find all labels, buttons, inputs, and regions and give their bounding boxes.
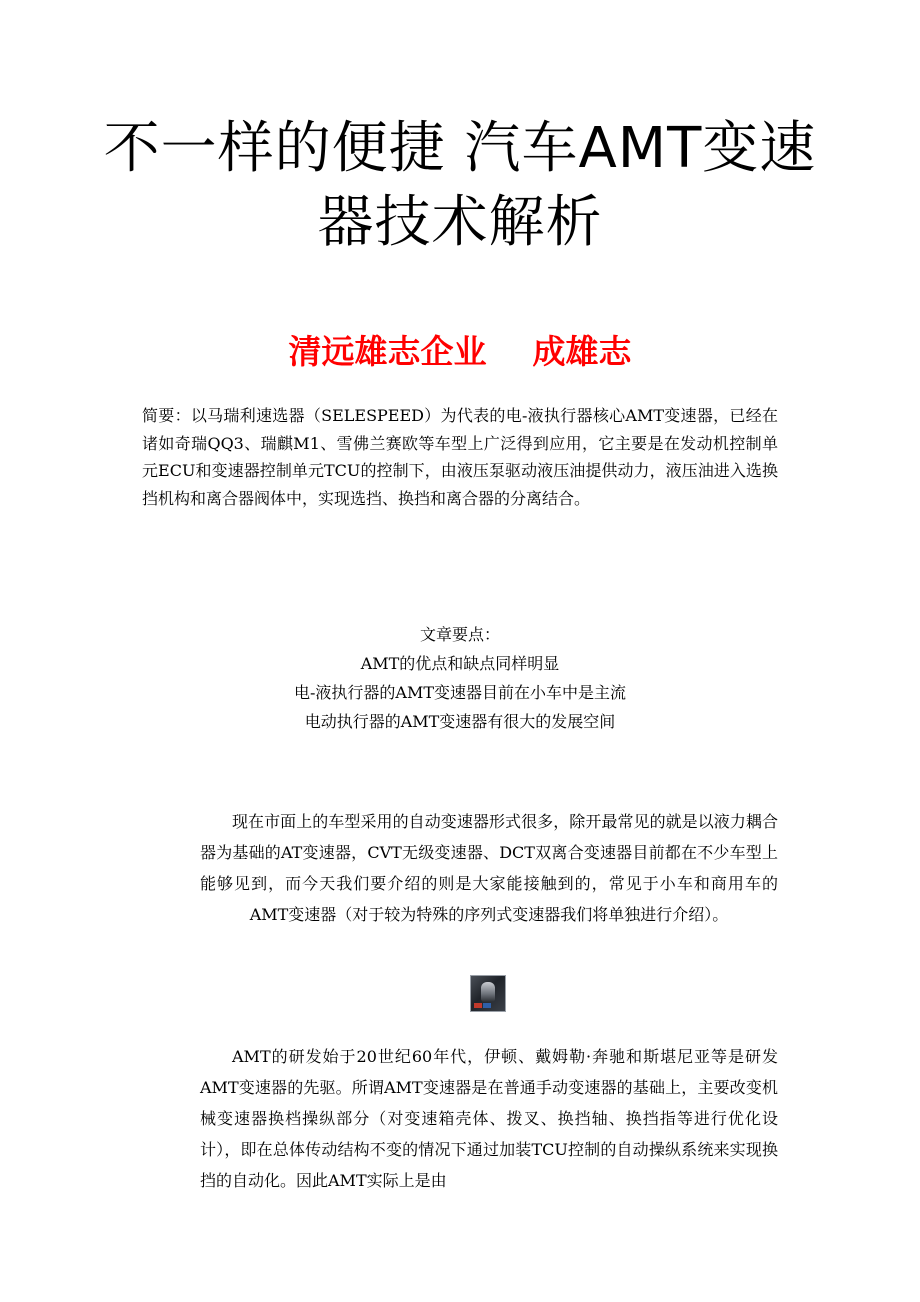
key-points-heading: 文章要点： xyxy=(419,625,500,644)
key-point-item: 电动执行器的AMT变速器有很大的发展空间 xyxy=(304,712,616,731)
gear-shifter-photo-icon xyxy=(470,975,506,1012)
body-paragraph-1: 现在市面上的车型采用的自动变速器形式很多，除开最常见的就是以液力耦合器为基础的AT变速器，CVT无级变速器、DCT双离合变速器目前都在不少车型上能够见到，而今天我们要介绍的则是大家能接触到的，常见于小车和商用车的AMT变速器（对于较为特殊的序列式变速器我们将单独进行介绍）。 xyxy=(200,812,778,924)
abstract-paragraph: 简要：以马瑞利速选器（SELESPEED）为代表的电-液执行器核心AMT变速器，已经在诸如奇瑞QQ3、瑞麒M1、雪佛兰赛欧等车型上广泛得到应用，它主要是在发动机控制单元ECU和变速器控制单元TCU的控制下，由液压泵驱动液压油提供动力，液压油进入选换挡机构和离合器阀体中，实现选挡、换挡和离合器的分离结合。 xyxy=(142,406,778,508)
key-points xyxy=(100,620,820,736)
key-point-item: AMT的优点和缺点同样明显 xyxy=(360,654,560,673)
body-paragraph-2: AMT的研发始于20世纪60年代，伊顿、戴姆勒·奔驰和斯堪尼亚等是研发AMT变速器的先驱。所谓AMT变速器是在普通手动变速器的基础上，主要改变机械变速器换档操纵部分（对变速箱壳体、拨叉、换挡轴、换挡指等进行优化设计），即在总体传动结构不变的情况下通过加装TCU控制的自动操纵系统来实现换挡的自动化。因此AMT实际上是由 xyxy=(200,1047,778,1190)
author-line: 清远雄志企业 成雄志 xyxy=(288,332,632,371)
stripe-blue-icon xyxy=(483,1003,491,1008)
shifter-knob-icon xyxy=(481,982,495,1002)
stripe-red-icon xyxy=(474,1003,482,1008)
document-title: 不一样的便捷 汽车AMT变速器技术解析 xyxy=(103,116,817,255)
key-point-item: 电-液执行器的AMT变速器目前在小车中是主流 xyxy=(293,683,627,702)
